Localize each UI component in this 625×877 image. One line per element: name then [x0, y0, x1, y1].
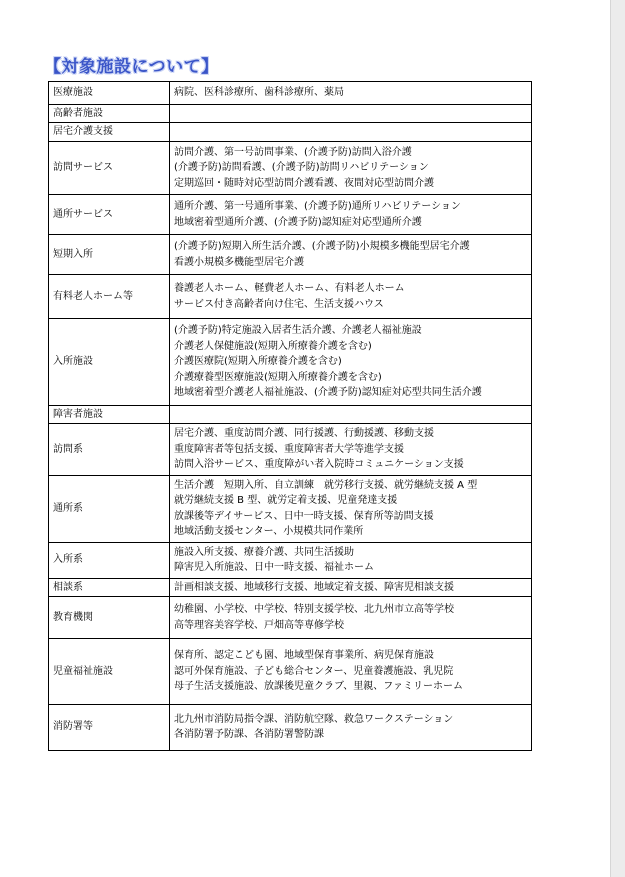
table-row	[49, 319, 532, 406]
facility-line: (介護予防)短期入所生活介護、(介護予防)小規模多機能型居宅介護	[174, 241, 470, 252]
category-cell: 相談系	[49, 578, 170, 597]
facility-list-cell	[170, 704, 532, 750]
facility-list-cell	[170, 235, 532, 275]
category-cell: 高齢者施設	[49, 104, 170, 123]
table-row	[49, 542, 532, 578]
facility-line: 養護老人ホーム、軽費老人ホーム、有料老人ホーム	[174, 283, 405, 294]
category-cell: 居宅介護支援	[49, 123, 170, 142]
facility-line: 障害児入所施設、日中一時支援、福祉ホーム	[174, 562, 374, 573]
facility-line: 訪問入浴サービス、重度障がい者入院時コミュニケーション支援	[174, 459, 464, 470]
facility-line: 放課後等デイサービス、日中一時支援、保育所等訪問支援	[174, 510, 434, 522]
facility-line: 病院、医科診療所、歯科診療所、薬局	[174, 87, 344, 98]
facility-line: 訪問介護、第一号訪問事業、(介護予防)訪問入浴介護	[174, 146, 412, 158]
facility-line: 重度障害者等包括支援、重度障害者大学等進学支援	[174, 443, 404, 455]
facility-line: 通所介護、第一号通所事業、(介護予防)通所リハビリテーション	[174, 201, 461, 212]
facility-line: 高等理容美容学校、戸畑高等専修学校	[174, 619, 344, 631]
facility-line: 介護医療院(短期入所療養介護を含む)	[174, 356, 342, 367]
facility-line: 居宅介護、重度訪問介護、同行援護、行動援護、移動支援	[174, 428, 434, 439]
facility-line: 幼稚園、小学校、中学校、特別支援学校、北九州市立高等学校	[174, 604, 454, 615]
facility-list-cell	[170, 405, 532, 424]
facility-list-cell	[170, 123, 532, 142]
facility-table	[48, 81, 532, 751]
category-cell: 短期入所	[49, 235, 170, 275]
facility-line: 保育所、認定こども園、地域型保育事業所、病児保育施設	[174, 650, 434, 661]
facility-line: 定期巡回・随時対応型訪問介護看護、夜間対応型訪問介護	[174, 177, 434, 189]
table-row	[49, 424, 532, 476]
facility-list-cell	[170, 319, 532, 406]
facility-line: サービス付き高齢者向け住宅、生活支援ハウス	[174, 298, 384, 310]
category-cell: 教育機関	[49, 597, 170, 639]
page-edge	[610, 0, 625, 877]
facility-line: 看護小規模多機能型居宅介護	[174, 256, 304, 268]
facility-list-cell	[170, 141, 532, 195]
facility-line: 各消防署予防課、各消防署警防課	[174, 729, 324, 740]
category-cell: 入所系	[49, 542, 170, 578]
table-row	[49, 578, 532, 597]
table-row	[49, 275, 532, 319]
facility-line: 計画相談支援、地域移行支援、地域定着支援、障害児相談支援	[174, 581, 454, 593]
facility-line: 母子生活支援施設、放課後児童クラブ、里親、ファミリーホーム	[174, 681, 463, 692]
facility-line: 就労継続支援 B 型、就労定着支援、児童発達支援	[174, 495, 398, 506]
facility-line: (介護予防)特定施設入居者生活介護、介護老人福祉施設	[174, 325, 422, 336]
facility-line: 介護療養型医療施設(短期入所療養介護を含む)	[174, 371, 382, 383]
facility-line: 施設入所支援、療養介護、共同生活援助	[174, 546, 354, 558]
section-heading: 【対象施設について】	[44, 57, 219, 77]
table-row	[49, 235, 532, 275]
facility-list-cell	[170, 82, 532, 105]
facility-line: 認可外保育施設、子ども総合センター、児童養護施設、乳児院	[174, 665, 454, 677]
facility-list-cell	[170, 578, 532, 597]
facility-line: 地域密着型介護老人福祉施設、(介護予防)認知症対応型共同生活介護	[174, 387, 482, 398]
table-row	[49, 597, 532, 639]
table-row	[49, 405, 532, 424]
category-cell: 医療施設	[49, 82, 170, 105]
category-cell: 障害者施設	[49, 405, 170, 424]
facility-list-cell	[170, 639, 532, 705]
facility-line: 生活介護 短期入所、自立訓練 就労移行支援、就労継続支援 A 型	[174, 479, 478, 491]
facility-list-cell	[170, 195, 532, 235]
table-row	[49, 141, 532, 195]
facility-line: 北九州市消防局指令課、消防航空隊、救急ワークステーション	[174, 713, 454, 725]
facility-list-cell	[170, 104, 532, 123]
facility-list-cell	[170, 542, 532, 578]
facility-line: 地域活動支援センター、小規模共同作業所	[174, 526, 364, 537]
category-cell: 入所施設	[49, 319, 170, 406]
table-row	[49, 104, 532, 123]
facility-list-cell	[170, 475, 532, 542]
facility-line: 介護老人保健施設(短期入所療養介護を含む)	[174, 340, 372, 352]
facility-line: (介護予防)訪問看護、(介護予防)訪問リハビリテーション	[174, 162, 429, 173]
category-cell: 消防署等	[49, 704, 170, 750]
category-cell: 有料老人ホーム等	[49, 275, 170, 319]
category-cell: 児童福祉施設	[49, 639, 170, 705]
category-cell: 訪問系	[49, 424, 170, 476]
category-cell: 訪問サービス	[49, 141, 170, 195]
facility-list-cell	[170, 597, 532, 639]
facility-list-cell	[170, 275, 532, 319]
table-row	[49, 639, 532, 705]
table-row	[49, 123, 532, 142]
facility-line: 地域密着型通所介護、(介護予防)認知症対応型通所介護	[174, 216, 422, 228]
category-cell: 通所サービス	[49, 195, 170, 235]
category-cell: 通所系	[49, 475, 170, 542]
table-row	[49, 704, 532, 750]
table-body	[49, 82, 532, 751]
facility-list-cell	[170, 424, 532, 476]
table-row	[49, 475, 532, 542]
table-row	[49, 82, 532, 105]
table-row	[49, 195, 532, 235]
